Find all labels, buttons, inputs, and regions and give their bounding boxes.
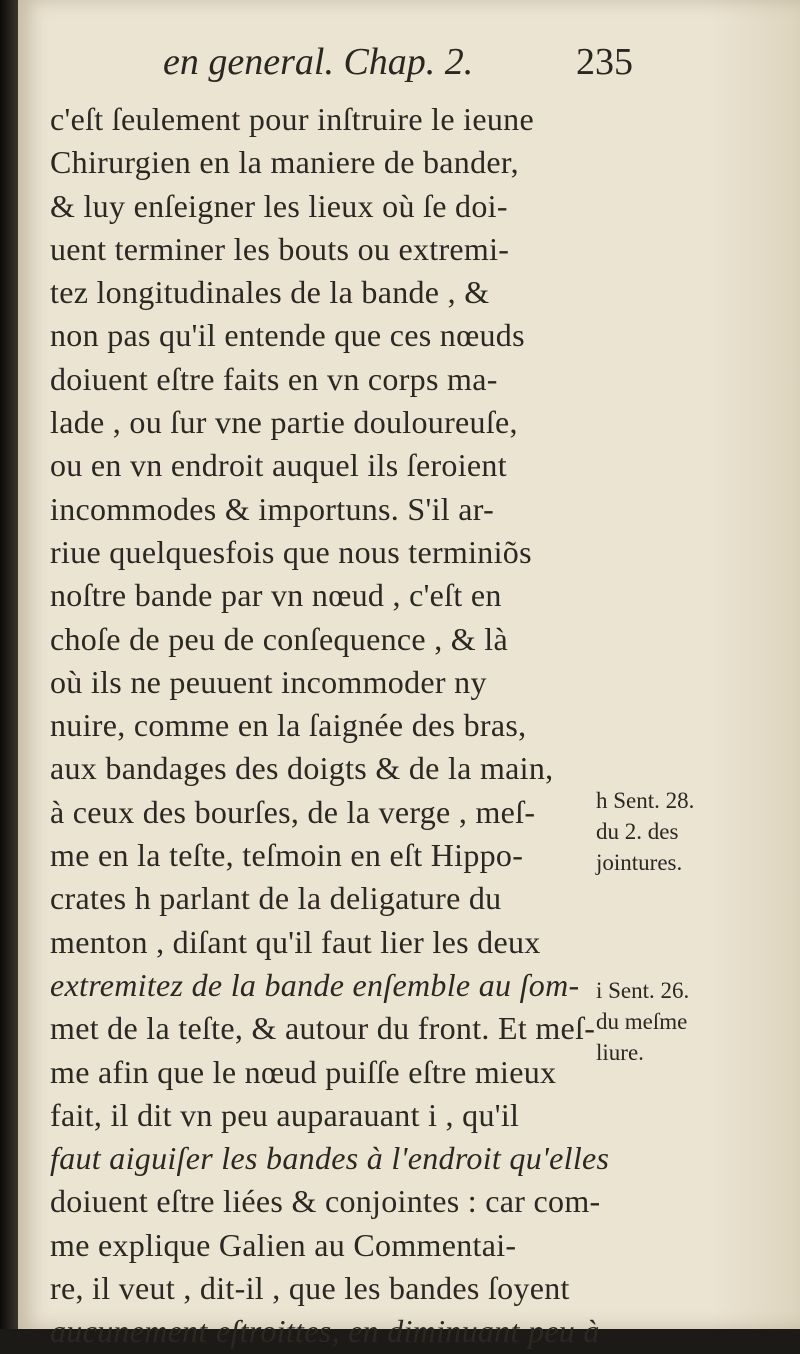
text-line: doiuent eſtre liées & conjointes : car com- <box>50 1183 601 1220</box>
margin-note-line: h Sent. 28. <box>596 788 695 813</box>
running-title: en general. Chap. 2. <box>163 41 474 83</box>
text-line: lade , ou ſur vne partie douloureuſe, <box>50 404 518 441</box>
text-line: extremitez de la bande enſemble au ſom- <box>50 966 580 1003</box>
text-line: met de la teſte, & autour du front. Et meſ- <box>50 1010 596 1047</box>
book-spine <box>0 0 18 1329</box>
text-line: incommodes & importuns. S'il ar- <box>50 490 495 527</box>
text-line: riue quelquesfois que nous terminiõs <box>50 533 532 570</box>
text-line: me en la teſte, teſmoin en eſt Hippo- <box>50 837 524 874</box>
text-line: choſe de peu de conſequence , & là <box>50 620 508 657</box>
text-line: ou en vn endroit auquel ils ſeroient <box>50 447 507 484</box>
text-line: Chirurgien en la maniere de bander, <box>50 144 519 181</box>
page-number: 235 <box>576 41 633 83</box>
text-line: menton , diſant qu'il faut lier les deux <box>50 923 541 960</box>
text-line: crates h parlant de la deligature du <box>50 880 502 917</box>
text-line: re, il veut , dit-il , que les bandes ſoyent <box>50 1270 570 1307</box>
text-line: uent terminer les bouts ou extremi- <box>50 230 510 267</box>
text-line: aux bandages des doigts & de la main, <box>50 750 554 787</box>
text-line: tez longitudinales de la bande , & <box>50 274 490 311</box>
book-page <box>18 0 800 1350</box>
body-text <box>50 98 620 1354</box>
text-line: me explique Galien au Commentai- <box>50 1226 517 1263</box>
margin-note-h <box>596 785 694 878</box>
page-header <box>163 40 633 96</box>
text-line: fait, il dit vn peu auparauant i , qu'il <box>50 1096 520 1133</box>
page-edge-shading <box>710 0 800 1329</box>
margin-note-line: i Sent. 26. <box>596 978 690 1003</box>
text-line: faut aiguiſer les bandes à l'endroit qu'elles <box>50 1140 610 1177</box>
text-line: doiuent eſtre faits en vn corps ma- <box>50 360 498 397</box>
margin-note-line: du 2. des <box>596 819 679 844</box>
text-line: à ceux des bourſes, de la verge , meſ- <box>50 793 536 830</box>
margin-note-line: liure. <box>596 1040 644 1065</box>
margin-note-i <box>596 975 689 1068</box>
margin-note-line: jointures. <box>596 850 683 875</box>
text-line: aucunement eſtroittes, en diminuant peu à <box>50 1313 600 1350</box>
text-line: nuire, comme en la ſaignée des bras, <box>50 707 527 744</box>
text-line: me afin que le nœud puiſſe eſtre mieux <box>50 1053 557 1090</box>
text-line: c'eſt ſeulement pour inſtruire le ieune <box>50 101 534 137</box>
text-line: noſtre bande par vn nœud , c'eſt en <box>50 577 502 614</box>
margin-note-line: du meſme <box>596 1009 688 1034</box>
text-line: non pas qu'il entende que ces nœuds <box>50 317 525 354</box>
text-line: où ils ne peuuent incommoder ny <box>50 663 487 700</box>
text-line: & luy enſeigner les lieux où ſe doi- <box>50 187 508 224</box>
